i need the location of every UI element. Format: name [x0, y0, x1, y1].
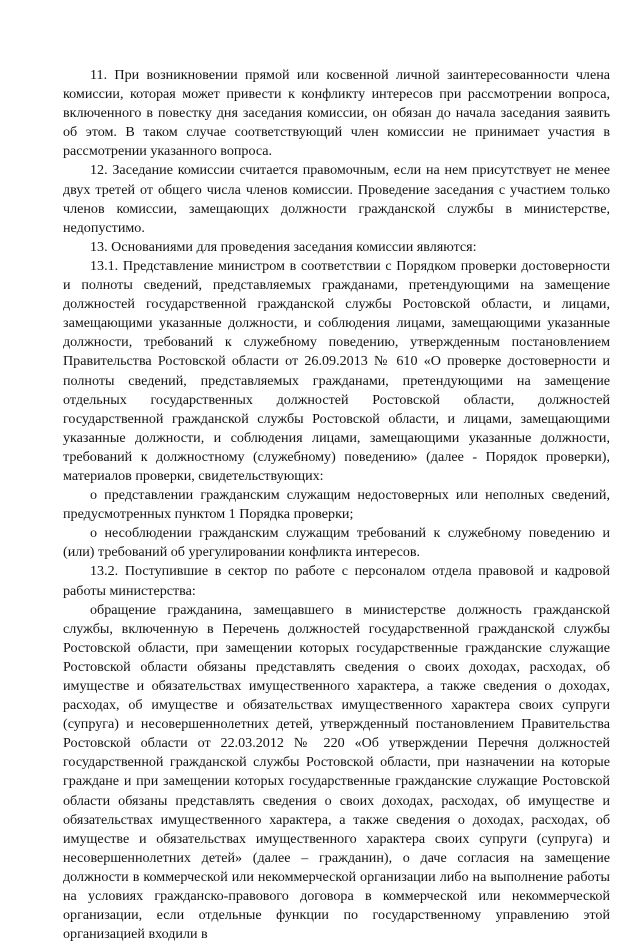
paragraph-13-2: 13.2. Поступившие в сектор по работе с персоналом отдела правовой и кадровой работы министерства:	[63, 563, 610, 599]
paragraph-11: 11. При возникновении прямой или косвенной личной заинтересованности члена комиссии, которая может привести к конфликту интересов при рассмотрении вопроса, включенного в повестку дня заседания комиссии, он обязан до начала заседания заявить об этом. В таком случае соответствующий член комиссии не принимает участия в рассмотрении указанного вопроса.	[63, 67, 610, 160]
paragraph-13-2-item-1: обращение гражданина, замещавшего в министерстве должность гражданской службы, включенную в Перечень должностей государственной гражданской службы Ростовской области, при замещении которых государственные гражданские служащие Ростовской области обязаны представлять сведения о своих доходах, расходах, об имуществе и обязательствах имущественного характера, а также сведения о доходах, расходах, об имуществе и обязательствах имущественного характера своих супруги (супруга) и несовершеннолетних детей, утвержденный постановлением Правительства Ростовской области от 22.03.2012 № 220 «Об утверждении Перечня должностей государственной гражданской службы Ростовской области, при назначении на которые граждане и при замещении которых государственные гражданские служащие Ростовской области обязаны представлять сведения о своих доходах, расходах, об имуществе и обязательствах имущественного характера, а также сведения о доходах, расходах, об имуществе и обязательствах имущественного характера своих супруги (супруга) и несовершеннолетних детей» (далее – гражданин), о даче согласия на замещение должности в коммерческой или некоммерческой организации либо на выполнение работы на условиях гражданско-правового договора в коммерческой или некоммерческой организации, если отдельные функции по государственному управлению этой организацией входили в	[63, 601, 610, 943]
paragraph-13-1: 13.1. Представление министром в соответствии с Порядком проверки достоверности и полноты сведений, представляемых гражданами, претендующими на замещение должностей государственной гражданской службы Ростовской области, и лицами, замещающими указанные должности, и соблюдения лицами, замещающими указанные должности, требований к служебному поведению, утвержденным постановлением Правительства Ростовской области от 26.09.2013 № 610 «О проверке достоверности и полноты сведений, представляемых гражданами, претендующими на замещение отдельных государственных должностей Ростовской области, должностей государственной гражданской службы Ростовской области, и лицами, замещающими указанные должности, и соблюдения лицами, замещающими указанные должности, требований к должностному (служебному) поведению» (далее - Порядок проверки), материалов проверки, свидетельствующих:	[63, 257, 610, 484]
document-body	[63, 66, 610, 944]
paragraph-13: 13. Основаниями для проведения заседания комиссии являются:	[90, 238, 477, 255]
paragraph-13-1-item-1: о представлении гражданским служащим недостоверных или неполных сведений, предусмотренных пунктом 1 Порядка проверки;	[63, 487, 610, 523]
paragraph-13-1-item-2: о несоблюдении гражданским служащим требований к служебному поведению и (или) требований об урегулировании конфликта интересов.	[63, 525, 610, 561]
paragraph-12: 12. Заседание комиссии считается правомочным, если на нем присутствует не менее двух третей от общего числа членов комиссии. Проведение заседания с участием только членов комиссии, замещающих должности гражданской службы в министерстве, недопустимо.	[63, 162, 610, 236]
